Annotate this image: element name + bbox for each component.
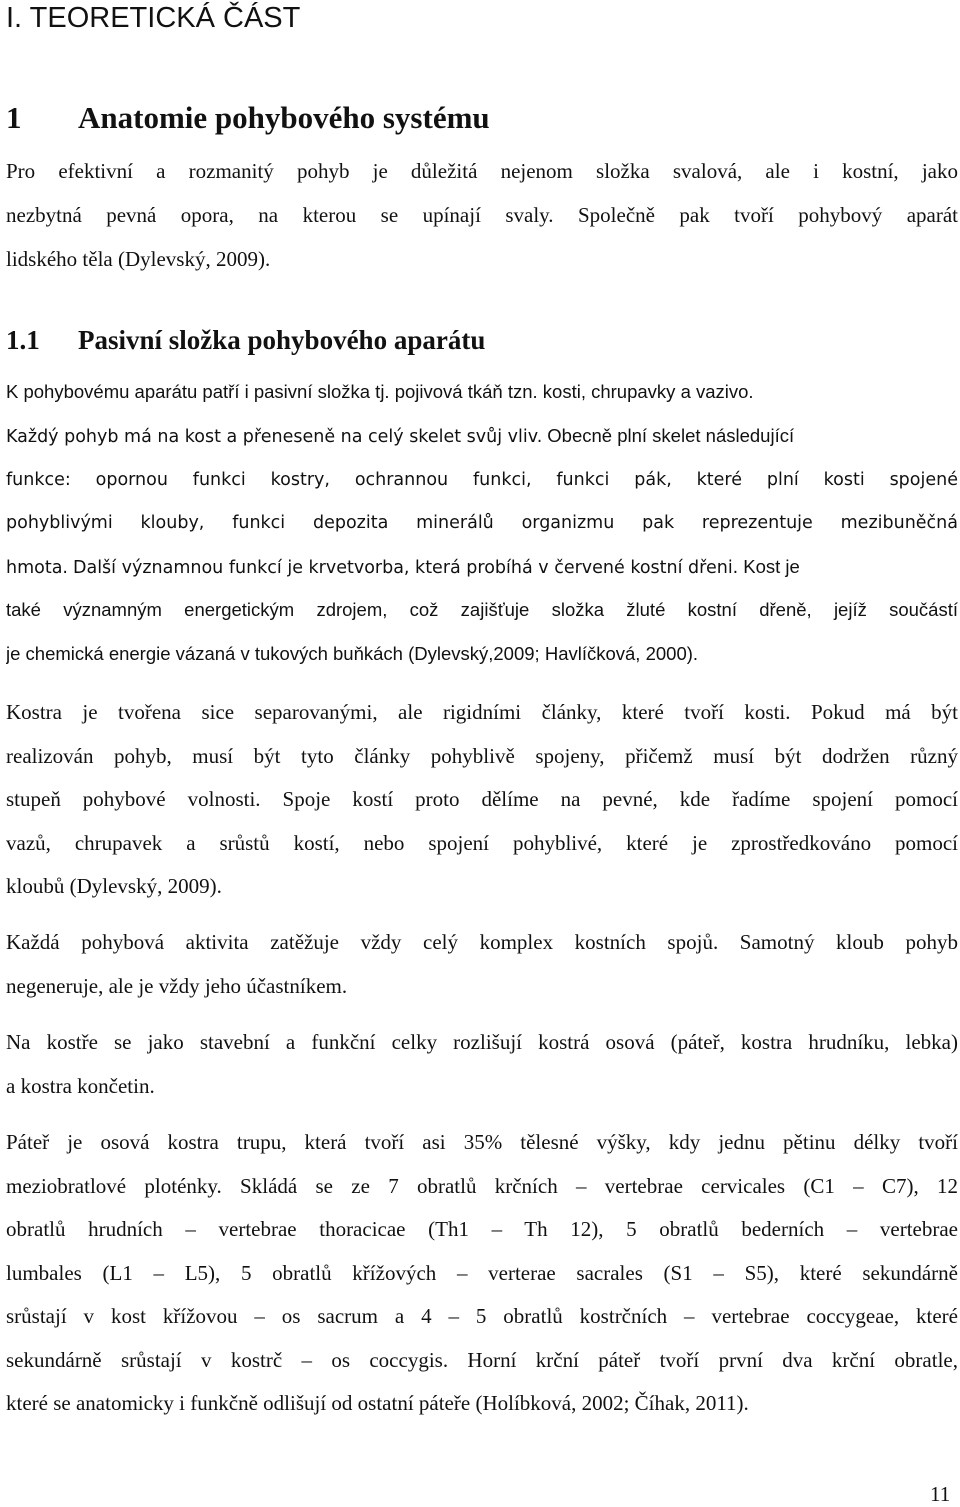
paragraph-line: a kostra končetin. xyxy=(6,1074,155,1098)
chapter-title: Anatomie pohybového systému xyxy=(78,100,490,135)
sentence-fragment: Další významnou funkcí je krvetvorba, která probíhá v červené kostní dřeni. xyxy=(73,558,739,578)
sentence-fragment: Každý pohyb má na kost a přeneseně na celý skelet svůj vliv. xyxy=(6,427,543,447)
sentence-fragment: Obecně plní skelet následující xyxy=(547,425,795,446)
paragraph-line: nezbytná pevná opora, na kterou se upínají svaly. Společně pak tvoří pohybový aparát xyxy=(6,203,958,227)
paragraph-line: Pro efektivní a rozmanitý pohyb je důležitá nejenom složka svalová, ale i kostní, jako xyxy=(6,159,958,183)
section-heading xyxy=(6,325,485,356)
section-number: 1.1 xyxy=(6,325,40,355)
paragraph-line: pohyblivými klouby, funkci depozita minerálů organizmu pak reprezentuje mezibuněčná xyxy=(6,513,958,533)
paragraph-line: lidského těla (Dylevský, 2009). xyxy=(6,247,271,271)
paragraph-line: Každá pohybová aktivita zatěžuje vždy celý komplex kostních spojů. Samotný kloub pohyb xyxy=(6,930,958,954)
paragraph-line: meziobratlové ploténky. Skládá se ze 7 obratlů krčních – vertebrae cervicales (C1 – C7), 12 xyxy=(6,1174,958,1198)
paragraph-line: kloubů (Dylevský, 2009). xyxy=(6,874,222,898)
paragraph-line: je chemická energie vázaná v tukových buňkách (Dylevský,2009; Havlíčková, 2000). xyxy=(6,643,699,664)
chapter-number: 1 xyxy=(6,100,22,135)
paragraph-line: funkce: opornou funkci kostry, ochrannou funkci, funkci pák, které plní kosti spojené xyxy=(6,470,958,490)
paragraph-line: Kostra je tvořena sice separovanými, ale rigidními články, které tvoří kosti. Pokud má být xyxy=(6,700,958,724)
page-number: 11 xyxy=(930,1482,951,1506)
paragraph-line: které se anatomicky i funkčně odlišují od ostatní páteře (Holíbková, 2002; Číhak, 2011). xyxy=(6,1391,749,1415)
paragraph-line xyxy=(6,555,958,580)
paragraph-line: obratlů hrudních – vertebrae thoracicae (Th1 – Th 12), 5 obratlů bederních – vertebrae xyxy=(6,1217,958,1241)
paragraph-line: Páteř je osová kostra trupu, která tvoří asi 35% tělesné výšky, kdy jednu pětinu délky tvoří xyxy=(6,1130,958,1154)
paragraph-line: lumbales (L1 – L5), 5 obratlů křížových – verterae sacrales (S1 – S5), které sekundárně xyxy=(6,1261,958,1285)
sentence-fragment: hmota. xyxy=(6,558,68,578)
paragraph-line: stupeň pohybové volnosti. Spoje kostí proto dělíme na pevné, kde řadíme spojení pomocí xyxy=(6,787,958,811)
chapter-heading xyxy=(6,100,490,136)
paragraph-line xyxy=(6,424,958,449)
sentence-fragment: Kost je xyxy=(743,556,800,577)
paragraph-line: sekundárně srůstají v kostrč – os coccygis. Horní krční páteř tvoří první dva krční obratle, xyxy=(6,1348,958,1372)
paragraph-line: realizován pohyb, musí být tyto články pohyblivě spojeny, přičemž musí být dodržen různý xyxy=(6,744,958,768)
paragraph-line: vazů, chrupavek a srůstů kostí, nebo spojení pohyblivé, které je zprostředkováno pomocí xyxy=(6,831,958,855)
paragraph-line: Na kostře se jako stavební a funkční celky rozlišují kostrá osová (páteř, kostra hrudníku, lebka) xyxy=(6,1030,958,1054)
section-title: Pasivní složka pohybového aparátu xyxy=(78,325,486,355)
paragraph-line: K pohybovému aparátu patří i pasivní složka tj. pojivová tkáň tzn. kosti, chrupavky a vazivo. xyxy=(6,381,754,402)
paragraph-line: negeneruje, ale je vždy jeho účastníkem. xyxy=(6,974,348,998)
paragraph-line: také významným energetickým zdrojem, což zajišťuje složka žluté kostní dřeně, jejíž součástí xyxy=(6,599,958,620)
part-heading: I. TEORETICKÁ ČÁST xyxy=(6,2,301,34)
paragraph-line: srůstají v kost křížovou – os sacrum a 4 – 5 obratlů kostrčních – vertebrae coccygeae, které xyxy=(6,1304,958,1328)
